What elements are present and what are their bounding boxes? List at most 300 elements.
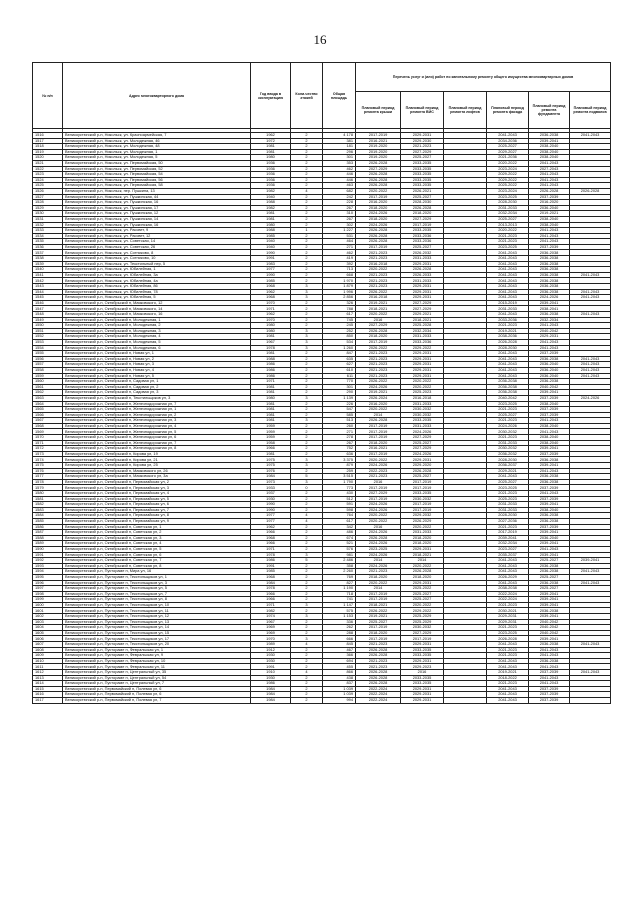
cell-address: Великоустюгский р-н, Никольск, ул. Юбилейная, 1 [63, 267, 251, 273]
cell-area: 694 [323, 658, 356, 664]
cell-year: 1986 [251, 362, 291, 368]
cell-year: 1984 [251, 474, 291, 480]
cell-utilities: 2018-2020 [401, 211, 444, 217]
cell-address: Великоустюгский р-н, Октябрьский п, Первомайская ул, 6 [63, 502, 251, 508]
cell-facade: 2041-2043 [487, 373, 529, 379]
cell-num: 1594 [33, 569, 63, 575]
cell-address: Великоустюгский р-н, Никольск, ул. Молодежная, 48 [63, 144, 251, 150]
cell-area: 847 [323, 351, 356, 357]
cell-year: 1970 [251, 300, 291, 306]
cell-roof: 2019-2021 [356, 614, 401, 620]
header-facade: Плановый период ремонта фасада [487, 92, 529, 129]
cell-address: Великоустюгский р-н, Пустораме п, Мира ул, 16 [63, 569, 251, 575]
cell-facade: 2039-2041 [487, 535, 529, 541]
cell-address: Великоустюгский р-н, Октябрьский п, Кирова ул, 21 [63, 457, 251, 463]
cell-basement: 2041-2043 [570, 312, 611, 318]
cell-roof: 2026-2028 [356, 647, 401, 653]
cell-utilities: 2020-2022 [401, 602, 444, 608]
cell-floors: 2 [291, 658, 323, 664]
cell-floors: 2 [291, 468, 323, 474]
cell-floors: 2 [291, 211, 323, 217]
cell-num: 1558 [33, 367, 63, 373]
cell-floors: 2 [291, 166, 323, 172]
cell-roof: 2026-2028 [356, 233, 401, 239]
cell-roof: 2018-2020 [356, 334, 401, 340]
cell-area: 446 [323, 177, 356, 183]
cell-foundation: 2024-2026 [529, 295, 570, 301]
cell-area: 262 [323, 625, 356, 631]
cell-basement: 2041-2043 [570, 580, 611, 586]
cell-num: 1553 [33, 339, 63, 345]
cell-roof: 2027-2029 [356, 323, 401, 329]
cell-utilities: 2033-2035 [401, 228, 444, 234]
cell-area: 788 [323, 306, 356, 312]
cell-num: 1565 [33, 407, 63, 413]
cell-area: 366 [323, 653, 356, 659]
cell-area: 267 [323, 205, 356, 211]
cell-floors: 3 [291, 479, 323, 485]
cell-floors: 2 [291, 491, 323, 497]
cell-area: 267 [323, 440, 356, 446]
cell-address: Великоустюгский р-н, Никольск, ул. Текстильный пер, 5 [63, 261, 251, 267]
cell-utilities: 2025-2027 [401, 155, 444, 161]
cell-address: Великоустюгский р-н, Октябрьский п, Садовая ул, 2 [63, 384, 251, 390]
cell-roof: 2019-2021 [356, 390, 401, 396]
cell-area: 547 [323, 407, 356, 413]
cell-num: 1528 [33, 200, 63, 206]
cell-address: Великоустюгский р-н, Никольск, ул. Первомайская, 54 [63, 172, 251, 178]
cell-utilities: 2026-2028 [401, 267, 444, 273]
cell-area: 301 [323, 155, 356, 161]
cell-utilities: 2018-2020 [401, 535, 444, 541]
cell-foundation: 2036-2038 [529, 658, 570, 664]
cell-foundation: 2039-2041 [529, 591, 570, 597]
cell-year: 1977 [251, 513, 291, 519]
cell-utilities: 2016 [401, 670, 444, 676]
cell-address: Великоустюгский р-н, Октябрьский п, Железнодорожная ул, 8 [63, 446, 251, 452]
cell-foundation: 2036-2038 [529, 642, 570, 648]
cell-num: 1568 [33, 423, 63, 429]
cell-utilities: 2030-2032 [401, 412, 444, 418]
cell-facade: 2028-2030 [487, 513, 529, 519]
cell-area: 336 [323, 619, 356, 625]
cell-facade: 2025-2027 [487, 216, 529, 222]
cell-address: Великоустюгский р-н, Пустораме п, Центральный ул, 54 [63, 675, 251, 681]
cell-floors: 2 [291, 451, 323, 457]
cell-roof: 2017-2019 [356, 423, 401, 429]
cell-foundation: 2032-2034 [529, 317, 570, 323]
cell-foundation: 2039-2041 [529, 138, 570, 144]
cell-roof: 2024-2026 [356, 211, 401, 217]
cell-foundation: 2038-2040 [529, 507, 570, 513]
cell-facade: 2021-2023 [487, 625, 529, 631]
cell-foundation: 2036-2038 [529, 312, 570, 318]
cell-floors: 2 [291, 233, 323, 239]
cell-address: Великоустюгский р-н, Пустораме п, Текстильщиков ул, 11 [63, 608, 251, 614]
cell-address: Великоустюгский р-н, Пустораме п, Текстильщиков ул, 8 [63, 597, 251, 603]
cell-address: Великоустюгский р-н, Октябрьский п, Первомайская ул, 3 [63, 485, 251, 491]
cell-num: 1574 [33, 457, 63, 463]
cell-floors: 2 [291, 205, 323, 211]
cell-foundation: 2036-2038 [529, 267, 570, 273]
cell-year: 1930 [251, 658, 291, 664]
cell-area: 381 [323, 138, 356, 144]
cell-facade: 2036-2038 [487, 384, 529, 390]
cell-floors: 2 [291, 144, 323, 150]
cell-address: Великоустюгский р-н, Никольск, ул. Сотниково, 10 [63, 256, 251, 262]
cell-num: 1522 [33, 166, 63, 172]
cell-year: 1981 [251, 334, 291, 340]
cell-address: Великоустюгский р-н, Никольск, ул. Первомайская, 50 [63, 160, 251, 166]
cell-utilities: 2021-2023 [401, 144, 444, 150]
cell-num: 1542 [33, 278, 63, 284]
cell-address: Великоустюгский р-н, Октябрьский п, Первомайская ул, 8 [63, 513, 251, 519]
cell-area: 879 [323, 463, 356, 469]
cell-address: Великоустюгский р-н, Первомайский п, Полевая ул, 6 [63, 686, 251, 692]
cell-num: 1604 [33, 625, 63, 631]
cell-utilities: 2030-2032 [401, 407, 444, 413]
cell-address: Великоустюгский р-н, Никольск, ул. Пушкинская, 16 [63, 200, 251, 206]
cell-facade: 2025-2027 [487, 144, 529, 150]
cell-roof: 2024-2026 [356, 530, 401, 536]
cell-utilities: 2029-2031 [401, 284, 444, 290]
cell-floors: 2 [291, 160, 323, 166]
cell-floors: 2 [291, 172, 323, 178]
cell-foundation: 2037-2039 [529, 407, 570, 413]
cell-num: 1611 [33, 664, 63, 670]
cell-floors: 2 [291, 401, 323, 407]
cell-year: 1990 [251, 272, 291, 278]
cell-year: 1936 [251, 166, 291, 172]
cell-num: 1586 [33, 524, 63, 530]
cell-address: Великоустюгский р-н, Октябрьский п, Железнодорожная ул, 3 [63, 418, 251, 424]
cell-year: 1981 [251, 149, 291, 155]
cell-floors: 3 [291, 552, 323, 558]
cell-roof: 2016-2020 [356, 200, 401, 206]
cell-roof: 2017-2019 [356, 435, 401, 441]
cell-address: Великоустюгский р-н, Октябрьский п, Новая ул, 1 [63, 351, 251, 357]
cell-roof: 2017-2019 [356, 496, 401, 502]
cell-roof: 2021-2023 [356, 278, 401, 284]
cell-facade: 2030-2032 [487, 429, 529, 435]
cell-floors: 2 [291, 681, 323, 687]
header-num: № п/п [33, 63, 63, 129]
cell-foundation: 2038-2040 [529, 435, 570, 441]
cell-facade: 2031-2033 [487, 306, 529, 312]
cell-num: 1519 [33, 149, 63, 155]
cell-roof: 2017-2019 [356, 244, 401, 250]
cell-address: Великоустюгский р-н, Никольск, пер. Пушкина, 13 [63, 188, 251, 194]
cell-facade: 2038-2038 [487, 586, 529, 592]
cell-year: 1970 [251, 317, 291, 323]
cell-area: 430 [323, 491, 356, 497]
cell-address: Великоустюгский р-н, Октябрьский п, Железнодорожная ул, 6 [63, 435, 251, 441]
cell-foundation: 2016-2020 [529, 200, 570, 206]
cell-facade: 2013-2013 [487, 222, 529, 228]
cell-area: 181 [323, 144, 356, 150]
cell-address: Великоустюгский р-н, Никольск, ул. Рассвет, 9 [63, 228, 251, 234]
cell-area: 682 [323, 188, 356, 194]
cell-num: 1590 [33, 546, 63, 552]
cell-floors: 2 [291, 407, 323, 413]
cell-num: 1589 [33, 541, 63, 547]
cell-num: 1556 [33, 356, 63, 362]
cell-address: Великоустюгский р-н, Октябрьский п, Железнодорожная ул, 7 [63, 401, 251, 407]
cell-facade: 2018-2022 [487, 675, 529, 681]
cell-roof: 2024-2026 [356, 541, 401, 547]
cell-area: 617 [323, 312, 356, 318]
cell-utilities: 2031-2033 [401, 423, 444, 429]
cell-foundation: 2025-2027 [529, 586, 570, 592]
cell-utilities: 2018-2021 [401, 317, 444, 323]
cell-utilities: 2020-2022 [401, 563, 444, 569]
cell-num: 1571 [33, 440, 63, 446]
cell-area: 252 [323, 328, 356, 334]
cell-num: 1567 [33, 418, 63, 424]
cell-address: Великоустюгский р-н, Октябрьский п, Молодежная, 2 [63, 323, 251, 329]
cell-area: 513 [323, 418, 356, 424]
cell-area: 575 [323, 608, 356, 614]
cell-utilities: 2029-2031 [401, 457, 444, 463]
cell-area: 1 153 [323, 614, 356, 620]
cell-floors: 2 [291, 133, 323, 139]
cell-address: Великоустюгский р-н, Первомайский п, Полевая ул, 7 [63, 697, 251, 703]
cell-floors: 3 [291, 457, 323, 463]
cell-area: 242 [323, 194, 356, 200]
cell-year: 1988 [251, 200, 291, 206]
cell-floors: 2 [291, 446, 323, 452]
cell-roof: 2016-2021 [356, 138, 401, 144]
cell-foundation: 2036-2040 [529, 373, 570, 379]
cell-year: 1936 [251, 172, 291, 178]
cell-floors: 2 [291, 630, 323, 636]
cell-address: Великоустюгский р-н, Пустораме п, Текстильщиков ул, 14 [63, 625, 251, 631]
cell-floors: 2 [291, 664, 323, 670]
cell-address: Великоустюгский р-н, Никольск, ул. Молодежная, 46 [63, 138, 251, 144]
cell-utilities: 2029-2022 [401, 608, 444, 614]
cell-facade: 2027-2036 [487, 518, 529, 524]
header-floors: Коли-чество этажей [291, 63, 323, 129]
cell-year: 1981 [251, 216, 291, 222]
cell-roof: 2021-2023 [356, 272, 401, 278]
cell-year: 1983 [251, 261, 291, 267]
cell-year: 1971 [251, 306, 291, 312]
cell-address: Великоустюгский р-н, Октябрьский п, Первомайская ул, 2 [63, 479, 251, 485]
cell-address: Великоустюгский р-н, Октябрьский п, Молодежная, 3 [63, 328, 251, 334]
cell-foundation: 2039-2041 [529, 390, 570, 396]
cell-utilities: 2029-2032 [401, 513, 444, 519]
cell-address: Великоустюгский р-н, Никольск, ул. Юбилейная, 4а [63, 278, 251, 284]
cell-facade: 2026-2028 [487, 636, 529, 642]
cell-utilities: 2031-2033 [401, 334, 444, 340]
cell-roof: 2020-2022 [356, 312, 401, 318]
cell-floors: 3 [291, 289, 323, 295]
cell-area: 636 [323, 451, 356, 457]
cell-roof: 2024-2026 [356, 222, 401, 228]
cell-facade: 2040-2042 [487, 395, 529, 401]
cell-area: 576 [323, 546, 356, 552]
cell-floors: 5 [291, 474, 323, 480]
cell-year: 1959 [251, 429, 291, 435]
cell-floors: 5 [291, 558, 323, 564]
cell-area: 827 [323, 580, 356, 586]
cell-facade: 2041-2043 [487, 664, 529, 670]
cell-facade: 2029-2022 [487, 177, 529, 183]
cell-foundation: 2039-2041 [529, 530, 570, 536]
cell-area: 1 190 [323, 586, 356, 592]
cell-address: Великоустюгский р-н, Никольск, ул. Юбилейная, 5 [63, 295, 251, 301]
cell-foundation: 2041-2043 [529, 681, 570, 687]
cell-area: 260 [323, 423, 356, 429]
cell-address: Великоустюгский р-н, Октябрьский п, Новая ул, 4 [63, 367, 251, 373]
cell-num: 1583 [33, 507, 63, 513]
cell-area: 845 [323, 642, 356, 648]
cell-facade: 2028-2030 [487, 457, 529, 463]
cell-utilities: 2029-2020 [401, 463, 444, 469]
cell-floors: 2 [291, 278, 323, 284]
cell-roof: 2020-2022 [356, 267, 401, 273]
cell-num: 1557 [33, 362, 63, 368]
cell-address: Великоустюгский р-н, Пустораме п, Текстильщиков ул, 12 [63, 614, 251, 620]
cell-year: 1984 [251, 697, 291, 703]
cell-year: 1937 [251, 491, 291, 497]
cell-facade: 2035-2037 [487, 552, 529, 558]
cell-floors: 2 [291, 546, 323, 552]
cell-utilities: 2026-2032 [401, 250, 444, 256]
cell-utilities: 2033-2035 [401, 172, 444, 178]
cell-floors: 2 [291, 569, 323, 575]
cell-area: 770 [323, 379, 356, 385]
cell-area: 521 [323, 541, 356, 547]
cell-floors: 2 [291, 177, 323, 183]
cell-foundation: 2041-2043 [529, 228, 570, 234]
cell-address: Великоустюгский р-н, Пустораме п, Текстильщиков ул, 17 [63, 636, 251, 642]
cell-utilities: 2025-2027 [401, 597, 444, 603]
cell-utilities: 2025-2029 [401, 614, 444, 620]
cell-roof: 2026-2028 [356, 653, 401, 659]
cell-address: Великоустюгский р-н, Пустораме п, Текстильщиков ул, 5 [63, 586, 251, 592]
cell-year: 1981 [251, 407, 291, 413]
cell-facade: 2021-2023 [487, 323, 529, 329]
cell-floors: 2 [291, 267, 323, 273]
cell-floors: 2 [291, 244, 323, 250]
cell-roof: 2014 [356, 558, 401, 564]
cell-address: Великоустюгский р-н, Пустораме п, Текстильщиков ул, 10 [63, 602, 251, 608]
cell-utilities: 2025-2027 [401, 591, 444, 597]
cell-facade: 2036-2032 [487, 451, 529, 457]
cell-facade: 2032-2034 [487, 211, 529, 217]
cell-address: Великоустюгский р-н, Пустораме п, Февральская ул, 1 [63, 647, 251, 653]
cell-address: Великоустюгский р-н, Октябрьский п, Советская ул, 6 [63, 552, 251, 558]
cell-address: Великоустюгский р-н, Никольск, ул. Первомайская, 52 [63, 166, 251, 172]
cell-foundation: 2038-2040 [529, 222, 570, 228]
cell-floors: 2 [291, 591, 323, 597]
cell-foundation: 2037-2039 [529, 697, 570, 703]
cell-year: 1966 [251, 530, 291, 536]
cell-facade: 2021-2023 [487, 418, 529, 424]
cell-roof: 2021-2023 [356, 373, 401, 379]
cell-address: Великоустюгский р-н, Октябрьский п, Маяковского, 12 [63, 300, 251, 306]
cell-roof: 2021-2023 [356, 658, 401, 664]
cell-year: 1962 [251, 312, 291, 318]
cell-num: 1535 [33, 239, 63, 245]
cell-area: 981 [323, 552, 356, 558]
cell-area: 674 [323, 535, 356, 541]
cell-address: Великоустюгский р-н, Октябрьский п, Кирова ул, 19 [63, 451, 251, 457]
cell-address: Великоустюгский р-н, Никольск, ул. Рассвет, 12 [63, 233, 251, 239]
cell-year: 1991 [251, 256, 291, 262]
cell-address: Великоустюгский р-н, Никольск, ул. Молодежная, 1 [63, 149, 251, 155]
cell-floors: 2 [291, 653, 323, 659]
cell-num: 1600 [33, 602, 63, 608]
cell-area: 271 [323, 244, 356, 250]
cell-utilities: 2031-2033 [401, 401, 444, 407]
cell-utilities: 2033-2035 [401, 160, 444, 166]
cell-year: 1971 [251, 546, 291, 552]
cell-num: 1517 [33, 138, 63, 144]
cell-floors: 2 [291, 597, 323, 603]
cell-num: 1578 [33, 479, 63, 485]
cell-area: 267 [323, 216, 356, 222]
cell-floors: 4 [291, 518, 323, 524]
cell-year: 1978 [251, 552, 291, 558]
cell-address: Великоустюгский р-н, Никольск, ул. Молодежная, 5 [63, 155, 251, 161]
cell-year: 1936 [251, 177, 291, 183]
cell-foundation: 2040-2042 [529, 384, 570, 390]
cell-facade: 2023-2024 [487, 188, 529, 194]
cell-roof: 2016-2018 [356, 261, 401, 267]
cell-year: 1976 [251, 468, 291, 474]
cell-facade: 2025-2022 [487, 183, 529, 189]
cell-facade: 2019-2021 [487, 328, 529, 334]
cell-num: 1548 [33, 312, 63, 318]
cell-year: 1966 [251, 591, 291, 597]
cell-foundation: 2036-2038 [529, 518, 570, 524]
cell-roof: 2026-2028 [356, 328, 401, 334]
cell-roof: 2017-2019 [356, 339, 401, 345]
cell-roof: 2021-2023 [356, 474, 401, 480]
cell-address: Великоустюгский р-н, Никольск, ул. Юбилейная, 78 [63, 289, 251, 295]
cell-utilities: 2017-2019 [401, 222, 444, 228]
cell-num: 1546 [33, 300, 63, 306]
cell-year: 1985 [251, 233, 291, 239]
cell-utilities: 2027-2029 [401, 630, 444, 636]
cell-utilities: 2016-2018 [401, 395, 444, 401]
cell-year: 1977 [251, 518, 291, 524]
cell-address: Великоустюгский р-н, Никольск, ул. Юбилейная, 86 [63, 284, 251, 290]
cell-address: Великоустюгский р-н, Никольск, ул. Пушкинская, 44 [63, 194, 251, 200]
cell-floors: 2 [291, 429, 323, 435]
cell-roof: 2022-2024 [356, 697, 401, 703]
cell-num: 1526 [33, 188, 63, 194]
cell-address: Великоустюгский р-н, Пустораме п, Текстильщиков ул, 15 [63, 630, 251, 636]
cell-roof: 2026-2022 [356, 345, 401, 351]
cell-year: 1981 [251, 390, 291, 396]
cell-utilities: 2018-2021 [401, 552, 444, 558]
cell-basement: 2041-2043 [570, 272, 611, 278]
cell-utilities: 2030-2032 [401, 496, 444, 502]
cell-facade: 2015-2019 [487, 300, 529, 306]
cell-facade: 2028-2030 [487, 200, 529, 206]
cell-basement: 2041-2043 [570, 569, 611, 575]
cell-year: 1981 [251, 451, 291, 457]
cell-area: 462 [323, 166, 356, 172]
cell-address: Великоустюгский р-н, Никольск, ул. Пушкинская, 12 [63, 211, 251, 217]
cell-roof: 2026-2028 [356, 670, 401, 676]
cell-foundation: 2027-2043 [529, 166, 570, 172]
cell-area: 463 [323, 183, 356, 189]
cell-facade: 2041-2043 [487, 250, 529, 256]
